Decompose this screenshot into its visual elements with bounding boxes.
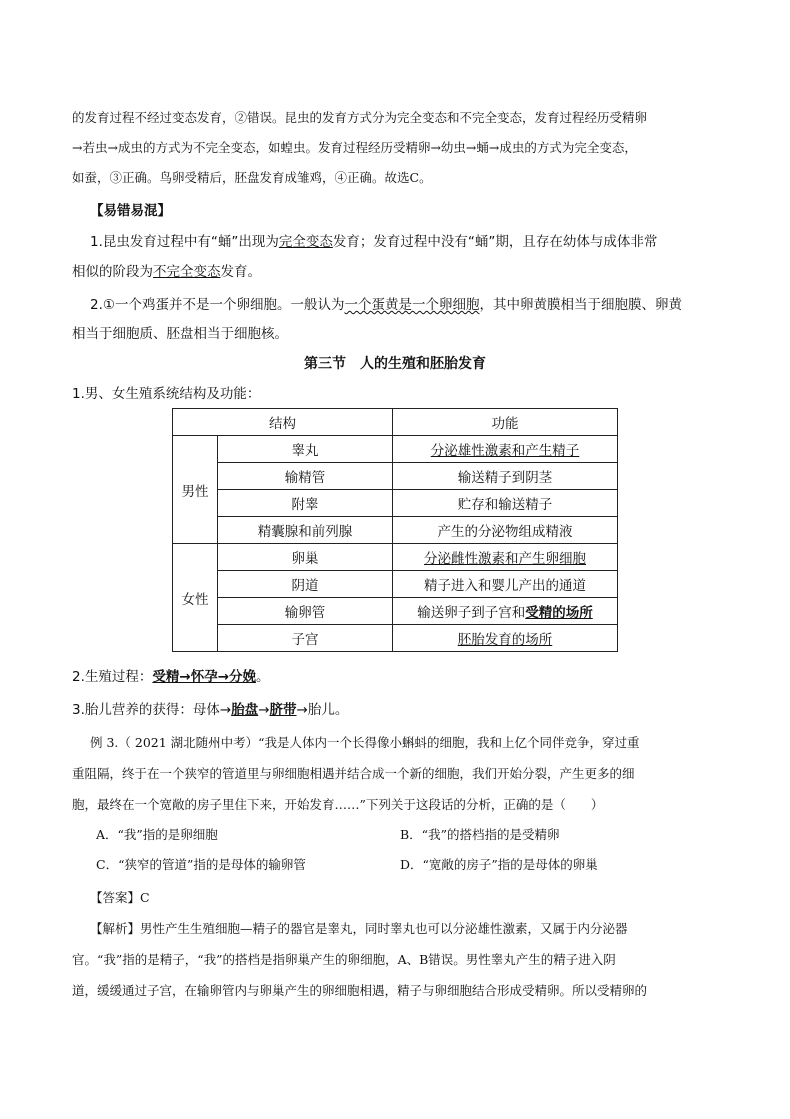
table-row xyxy=(173,571,618,598)
text: 3.胎儿营养的获得：母体→ xyxy=(72,702,232,718)
analysis-line-3: 道，缓缓通过子宫，在输卵管内与卵巢产生的卵细胞相遇，精子与卵细胞结合形成受精卵。所以受精卵的 xyxy=(72,983,648,998)
incomplete-metamorphosis-term: 不完全变态 xyxy=(153,264,221,280)
reproduction-process-term: 受精→怀孕→分娩 xyxy=(152,669,257,685)
header-structure: 结构 xyxy=(173,409,393,436)
option-d: D．“宽敞的房子”指的是母体的卵巢 xyxy=(400,857,598,872)
example-line-3: 胞，最终在一个宽敞的房子里住下来，开始发育……”下列关于这段话的分析，正确的是（ ） xyxy=(72,797,604,812)
text: 相似的阶段为 xyxy=(72,264,153,280)
table-row xyxy=(173,436,618,463)
structure-cell: 输卵管 xyxy=(218,598,393,625)
function-cell: 输送精子到阴茎 xyxy=(393,463,618,490)
option-b: B．“我”的搭档指的是受精卵 xyxy=(400,827,560,842)
function-cell: 精子进入和婴儿产出的通道 xyxy=(393,571,618,598)
table-row xyxy=(173,490,618,517)
example-line-1: 例 3.（ 2021 湖北随州中考）“我是人体内一个长得像小蝌蚪的细胞，我和上亿个同伴竞争，穿过重 xyxy=(90,735,640,750)
umbilical-cord-term: 脐带 xyxy=(269,702,297,718)
structure-cell: 精囊腺和前列腺 xyxy=(218,517,393,544)
structure-cell: 子宫 xyxy=(218,625,393,652)
analysis-line-1: 【解析】男性产生生殖细胞—精子的器官是睾丸，同时睾丸也可以分泌雄性激素，又属于内分泌器 xyxy=(90,921,628,936)
mistakes-title: 【易错易混】 xyxy=(90,203,171,219)
process-line xyxy=(72,661,720,693)
table-row xyxy=(173,517,618,544)
section-heading: 第三节 人的生殖和胚胎发育 xyxy=(304,356,486,372)
intro-line-1: 的发育过程不经过变态发育，②错误。昆虫的发育方式分为完全变态和不完全变态，发育过程经历受精卵 xyxy=(72,110,648,125)
text: 2.生殖过程： xyxy=(72,669,153,685)
mistakes-para-2-line-1 xyxy=(90,289,738,321)
function-cell: 产生的分泌物组成精液 xyxy=(393,517,618,544)
table-intro: 1.男、女生殖系统结构及功能： xyxy=(72,386,261,402)
male-label: 男性 xyxy=(173,436,218,544)
function-cell: 分泌雌性激素和产生卵细胞 xyxy=(393,544,618,571)
table-row xyxy=(173,598,618,625)
placenta-term: 胎盘 xyxy=(231,702,259,718)
header-function: 功能 xyxy=(393,409,618,436)
text: 。 xyxy=(256,669,270,685)
text: →胎儿。 xyxy=(296,702,349,718)
function-cell: 贮存和输送精子 xyxy=(393,490,618,517)
table-header-row xyxy=(173,409,618,436)
nutrition-line xyxy=(72,694,720,726)
function-cell xyxy=(393,598,618,625)
function-cell: 胚胎发育的场所 xyxy=(393,625,618,652)
complete-metamorphosis-term: 完全变态 xyxy=(278,234,333,250)
analysis-line-2: 官。“我”指的是精子，“我”的搭档是指卵巢产生的卵细胞，A、B错误。男性睾丸产生的精子进入阴 xyxy=(72,952,616,967)
structure-cell: 阴道 xyxy=(218,571,393,598)
table-row xyxy=(173,463,618,490)
mistakes-para-2-line-2: 相当于细胞质、胚盘相当于细胞核。 xyxy=(72,326,288,342)
function-cell: 分泌雄性激素和产生精子 xyxy=(393,436,618,463)
table-row xyxy=(173,544,618,571)
structure-cell: 睾丸 xyxy=(218,436,393,463)
structure-cell: 输精管 xyxy=(218,463,393,490)
text: → xyxy=(258,702,270,718)
mistakes-para-1-line-1 xyxy=(90,226,738,258)
text: ，其中卵黄膜相当于细胞膜、卵黄 xyxy=(479,297,682,313)
reproductive-system-table xyxy=(172,408,618,652)
option-c: C．“狭窄的管道”指的是母体的输卵管 xyxy=(96,857,306,872)
mistakes-para-1-line-2 xyxy=(72,256,720,288)
fertilization-site-term: 受精的场所 xyxy=(525,605,593,621)
intro-line-2: →若虫→成虫的方式为不完全变态，如蝗虫。发育过程经历受精卵→幼虫→蛹→成虫的方式为完全变态， xyxy=(72,140,637,155)
text: 发育。 xyxy=(220,264,261,280)
female-label: 女性 xyxy=(173,544,218,652)
option-a: A．“我”指的是卵细胞 xyxy=(96,827,218,842)
text: 输送卵子到子宫和 xyxy=(417,605,526,621)
text: 2.①一个鸡蛋并不是一个卵细胞。一般认为 xyxy=(90,297,345,313)
example-line-2: 重阻隔，终于在一个狭窄的管道里与卵细胞相遇并结合成一个新的细胞，我们开始分裂，产生更多的细 xyxy=(72,766,635,781)
answer-label: 【答案】C xyxy=(90,890,150,905)
structure-cell: 卵巢 xyxy=(218,544,393,571)
egg-yolk-term: 一个蛋黄是一个卵细胞 xyxy=(344,297,480,313)
text: 1.昆虫发育过程中有“蛹”出现为 xyxy=(90,234,279,250)
text: 发育；发育过程中没有“蛹”期，且存在幼体与成体非常 xyxy=(332,234,658,250)
structure-cell: 附睾 xyxy=(218,490,393,517)
intro-line-3: 如蚕，③正确。鸟卵受精后，胚盘发育成雏鸡，④正确。故选C。 xyxy=(72,170,432,185)
table-row xyxy=(173,625,618,652)
